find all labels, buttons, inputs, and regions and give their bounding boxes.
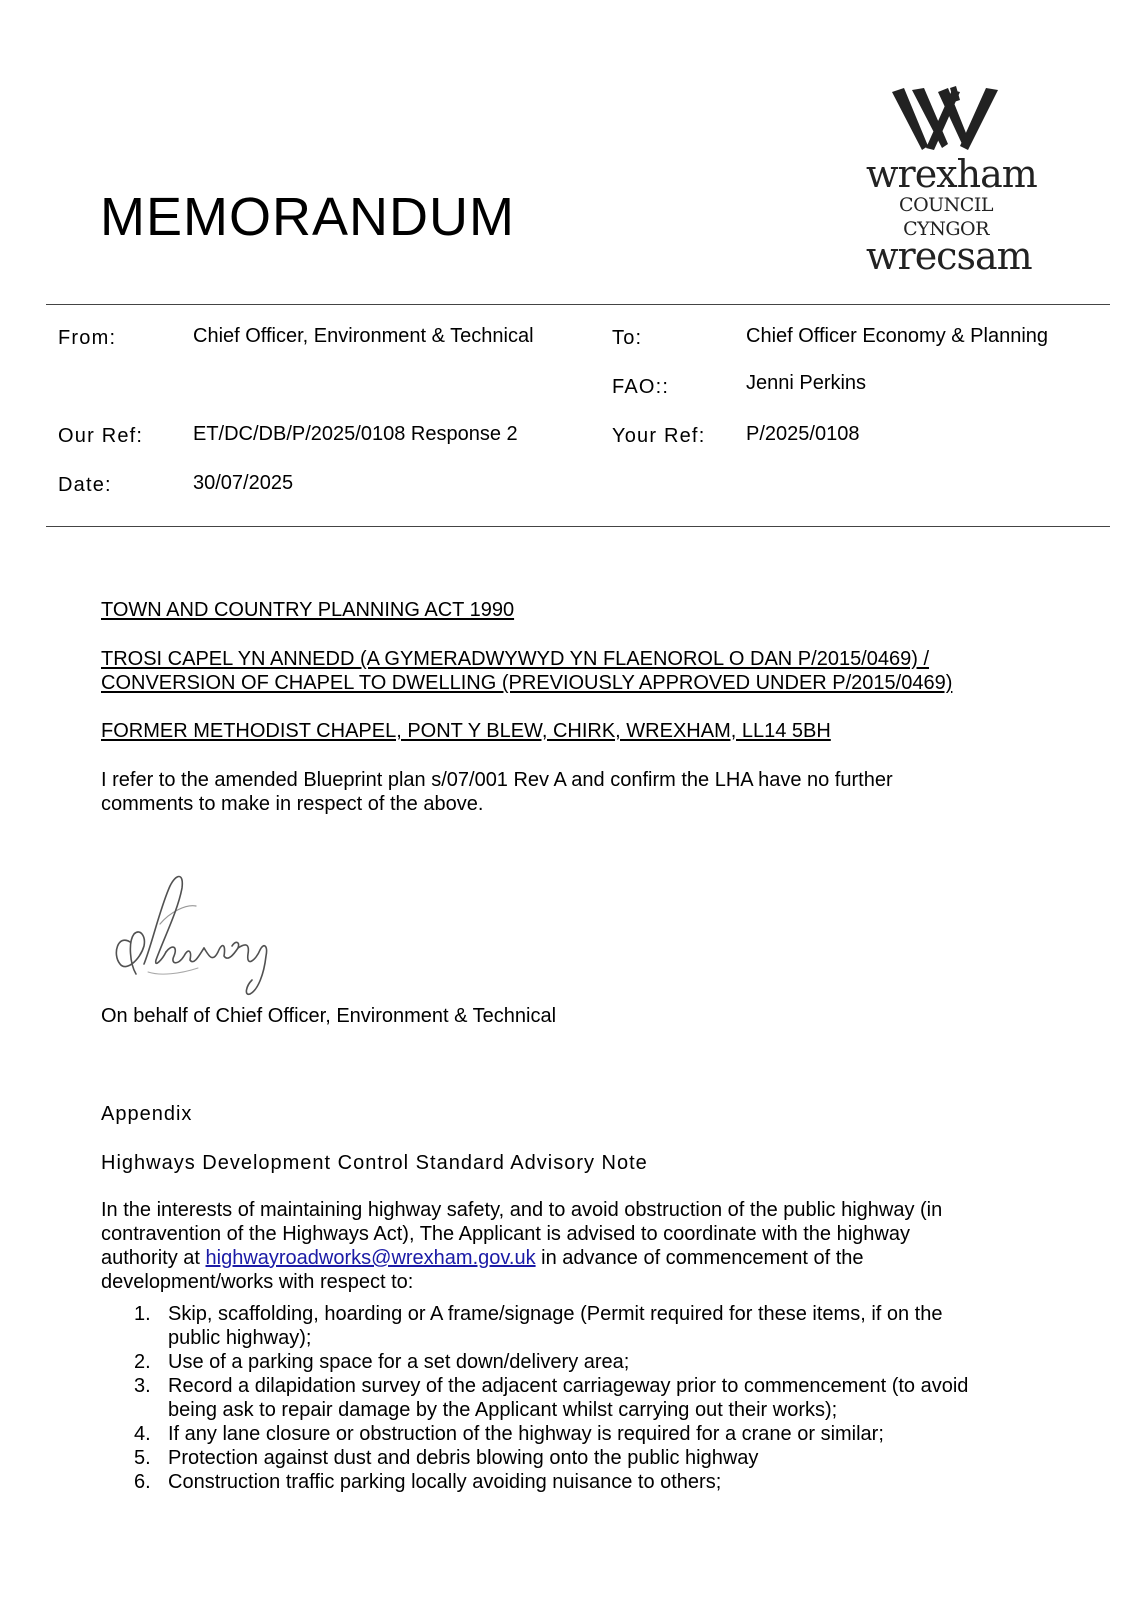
heading-act: TOWN AND COUNTRY PLANNING ACT 1990 — [101, 599, 515, 621]
sign-off: On behalf of Chief Officer, Environment & Technical — [101, 1005, 557, 1027]
advisory-list — [101, 1302, 1061, 1494]
list-item-text: Protection against dust and debris blowing onto the public highway — [168, 1447, 759, 1469]
council-logo — [866, 86, 1037, 278]
list-item-text-continued: public highway); — [168, 1327, 312, 1349]
from-label: From: — [58, 327, 117, 349]
heading-address: FORMER METHODIST CHAPEL, PONT Y BLEW, CHIRK, WREXHAM, LL14 5BH — [101, 720, 831, 742]
appendix-intro-line-1: In the interests of maintaining highway safety, and to avoid obstruction of the public highway (in — [101, 1199, 943, 1221]
list-item — [101, 1422, 1061, 1446]
intro-text-after-email: in advance of commencement of the — [535, 1247, 864, 1269]
list-item-number: 4. — [134, 1423, 151, 1445]
from-value: Chief Officer, Environment & Technical — [193, 325, 534, 347]
list-item-number: 2. — [134, 1351, 151, 1373]
list-item-number: 3. — [134, 1375, 151, 1397]
list-item — [101, 1470, 1061, 1494]
our-ref-label: Our Ref: — [58, 425, 144, 447]
logo-text-wrexham: wrexham — [866, 152, 1037, 196]
body-paragraph-line-1: I refer to the amended Blueprint plan s/07/001 Rev A and confirm the LHA have no further — [101, 769, 893, 791]
list-item — [101, 1302, 1061, 1350]
your-ref-value: P/2025/0108 — [746, 423, 860, 445]
council-w-emblem-icon — [890, 86, 1002, 152]
logo-text-council: COUNCIL — [899, 194, 993, 216]
list-item — [101, 1350, 1061, 1374]
date-value: 30/07/2025 — [193, 472, 294, 494]
logo-text-wrecsam: wrecsam — [866, 234, 1032, 278]
list-item-text: Record a dilapidation survey of the adjacent carriageway prior to commencement (to avoid — [168, 1375, 969, 1397]
email-link[interactable]: highwayroadworks@wrexham.gov.uk — [205, 1247, 536, 1269]
header-divider-top — [46, 304, 1110, 305]
to-label: To: — [612, 327, 643, 349]
our-ref-value: ET/DC/DB/P/2025/0108 Response 2 — [193, 423, 518, 445]
list-item-number: 5. — [134, 1447, 151, 1469]
list-item-text: Construction traffic parking locally avoiding nuisance to others; — [168, 1471, 722, 1493]
list-item-text: Use of a parking space for a set down/delivery area; — [168, 1351, 630, 1373]
appendix-intro-line-2: contravention of the Highways Act), The Applicant is advised to coordinate with the highway — [101, 1223, 910, 1245]
signature-image — [100, 864, 290, 1004]
date-label: Date: — [58, 474, 112, 496]
appendix-title: Appendix — [101, 1103, 193, 1125]
heading-proposal-english: CONVERSION OF CHAPEL TO DWELLING (PREVIOUSLY APPROVED UNDER P/2015/0469) — [101, 672, 953, 694]
fao-label: FAO:: — [612, 376, 670, 398]
list-item — [101, 1446, 1061, 1470]
logo-text-cyngor: CYNGOR — [903, 218, 989, 240]
to-value: Chief Officer Economy & Planning — [746, 325, 1049, 347]
appendix-intro-line-4: development/works with respect to: — [101, 1271, 414, 1293]
your-ref-label: Your Ref: — [612, 425, 706, 447]
list-item-text: Skip, scaffolding, hoarding or A frame/signage (Permit required for these items, if on the — [168, 1303, 943, 1325]
page-title: MEMORANDUM — [100, 187, 515, 247]
appendix-intro-line-3 — [101, 1246, 1061, 1270]
intro-text-before-email: authority at — [101, 1247, 206, 1269]
fao-value: Jenni Perkins — [746, 372, 867, 394]
body-paragraph-line-2: comments to make in respect of the above. — [101, 793, 484, 815]
list-item-number: 6. — [134, 1471, 151, 1493]
list-item-text-continued: being ask to repair damage by the Applicant whilst carrying out their works); — [168, 1399, 838, 1421]
list-item-text: If any lane closure or obstruction of the highway is required for a crane or similar; — [168, 1423, 884, 1445]
list-item — [101, 1374, 1061, 1422]
heading-proposal-welsh: TROSI CAPEL YN ANNEDD (A GYMERADWYWYD YN FLAENOROL O DAN P/2015/0469) / — [101, 648, 930, 670]
list-item-number: 1. — [134, 1303, 151, 1325]
header-divider-bottom — [46, 526, 1110, 527]
appendix-subtitle: Highways Development Control Standard Advisory Note — [101, 1152, 648, 1174]
